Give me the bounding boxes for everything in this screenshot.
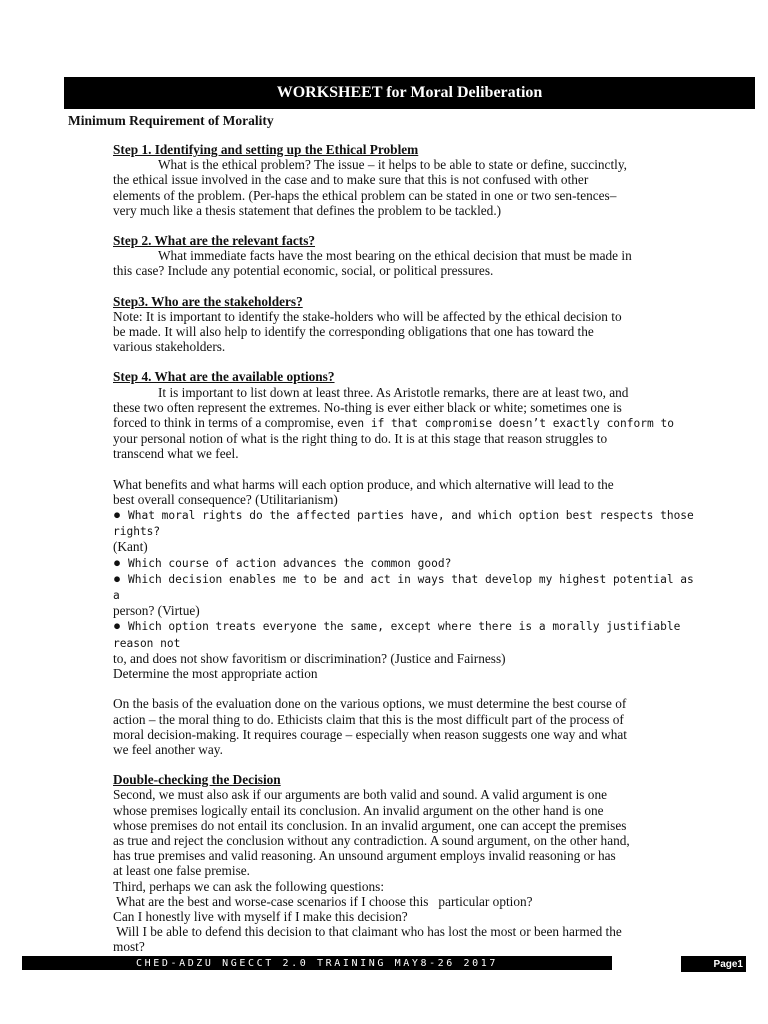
options-line1: What benefits and what harms will each option produce, and which alternative will lead to the xyxy=(113,476,614,492)
bullet-kant-cont: (Kant) xyxy=(113,539,148,555)
step4-line5: transcend what we feel. xyxy=(113,446,239,462)
step1-line3: elements of the problem. (Per-haps the ethical problem can be stated in one or two sen-tences– xyxy=(113,187,617,203)
footer-training-text: CHED-ADZU NGECCT 2.0 TRAINING MAY8-26 2017 xyxy=(135,957,499,969)
step1-line4: very much like a thesis statement that defines the problem to be tackled.) xyxy=(113,202,502,218)
step4-heading: Step 4. What are the available options? xyxy=(113,369,335,385)
worksheet-title: WORKSHEET for Moral Deliberation xyxy=(276,84,543,101)
section-heading: Minimum Requirement of Morality xyxy=(68,113,274,128)
bullet-icon: ● xyxy=(113,570,122,586)
step2-line2: this case? Include any potential economic, social, or political pressures. xyxy=(113,263,494,279)
step3-line2: be made. It will also help to identify the corresponding obligations that one has toward the xyxy=(113,324,594,340)
double-check-line3: whose premises do not entail its conclusion. In an invalid argument, one can accept the premises xyxy=(113,817,627,833)
double-check-heading: Double-checking the Decision xyxy=(113,772,281,788)
double-check-line4: as true and reject the conclusion without any contradiction. A sound argument, on the other hand, xyxy=(113,832,630,848)
step4-line3-part2: even if that compromise doesn’t exactly conform to xyxy=(337,417,674,431)
basis-line4: we feel another way. xyxy=(113,741,223,757)
step3-line3: various stakeholders. xyxy=(113,339,226,355)
basis-line2: action – the moral thing to do. Ethicists claim that this is the most difficult part of the process of xyxy=(113,711,624,727)
question-live-with-myself: Can I honestly live with myself if I make this decision? xyxy=(113,908,408,924)
bullet-virtue-cont: person? (Virtue) xyxy=(113,603,200,619)
step4-line2: these two often represent the extremes. No-thing is ever either black or white; sometimes one is xyxy=(113,399,622,415)
step4-line1: It is important to list down at least three. As Aristotle remarks, there are at least two, and xyxy=(158,384,629,400)
step1-line2: the ethical issue involved in the case and to make sure that this is not confused with other xyxy=(113,172,589,188)
determine-action: Determine the most appropriate action xyxy=(113,666,318,682)
double-check-line2: whose premises logically entail its conclusion. An invalid argument on the other hand is one xyxy=(113,802,604,818)
double-check-line1: Second, we must also ask if our arguments are both valid and sound. A valid argument is one xyxy=(113,787,607,803)
bullet-justice xyxy=(113,618,698,650)
bullet-justice-cont: to, and does not show favoritism or discrimination? (Justice and Fairness) xyxy=(113,650,506,666)
step4-line3-part1: forced to think in terms of a compromise, xyxy=(113,415,338,431)
bullet-common-good xyxy=(113,555,698,571)
step1-line1: What is the ethical problem? The issue – it helps to be able to state or define, succinctly, xyxy=(158,157,627,173)
step4-line3 xyxy=(113,415,698,431)
bullet-icon: ● xyxy=(113,554,122,570)
basis-line3: moral decision-making. It requires courage – especially when reason suggests one way and what xyxy=(113,726,627,742)
worksheet-body xyxy=(113,142,698,955)
question-scenarios: What are the best and worse-case scenarios if I choose this particular option? xyxy=(113,893,533,909)
bullet-common-good-text: Which course of action advances the common good? xyxy=(128,556,452,570)
step3-line1: Note: It is important to identify the stake-holders who will be affected by the ethical decision to xyxy=(113,308,622,324)
double-check-line5: has true premises and valid reasoning. An unsound argument employs invalid reasoning or has xyxy=(113,848,616,864)
step4-line4: your personal notion of what is the right thing to do. It is at this stage that reason struggles to xyxy=(113,431,608,447)
bullet-icon: ● xyxy=(113,507,122,523)
page-number-box xyxy=(681,956,746,972)
step3-heading: Step3. Who are the stakeholders? xyxy=(113,293,303,309)
question-defend-line2: most? xyxy=(113,939,145,955)
bullet-virtue xyxy=(113,571,698,603)
basis-line1: On the basis of the evaluation done on the various options, we must determine the best course of xyxy=(113,696,627,712)
bullet-kant-text: What moral rights do the affected parties have, and which option best respects those rights? xyxy=(113,509,694,539)
double-check-line6: at least one false premise. xyxy=(113,863,250,879)
bullet-justice-text: Which option treats everyone the same, except where there is a morally justifiable reason not xyxy=(113,620,681,650)
double-check-line7: Third, perhaps we can ask the following questions: xyxy=(113,878,385,894)
step2-line1: What immediate facts have the most bearing on the ethical decision that must be made in xyxy=(158,248,632,264)
footer-training-bar xyxy=(22,956,612,970)
bullet-icon: ● xyxy=(113,618,122,634)
page-number: Page1 xyxy=(713,958,743,970)
options-line2: best overall consequence? (Utilitarianism) xyxy=(113,491,338,507)
question-defend-line1: Will I be able to defend this decision to that claimant who has lost the most or been harmed the xyxy=(113,924,622,940)
step1-heading: Step 1. Identifying and setting up the Ethical Problem xyxy=(113,142,419,157)
step2-heading: Step 2. What are the relevant facts? xyxy=(113,233,316,249)
bullet-kant xyxy=(113,507,698,539)
worksheet-title-bar xyxy=(64,77,755,109)
bullet-virtue-text: Which decision enables me to be and act in ways that develop my highest potential as a xyxy=(113,572,694,603)
